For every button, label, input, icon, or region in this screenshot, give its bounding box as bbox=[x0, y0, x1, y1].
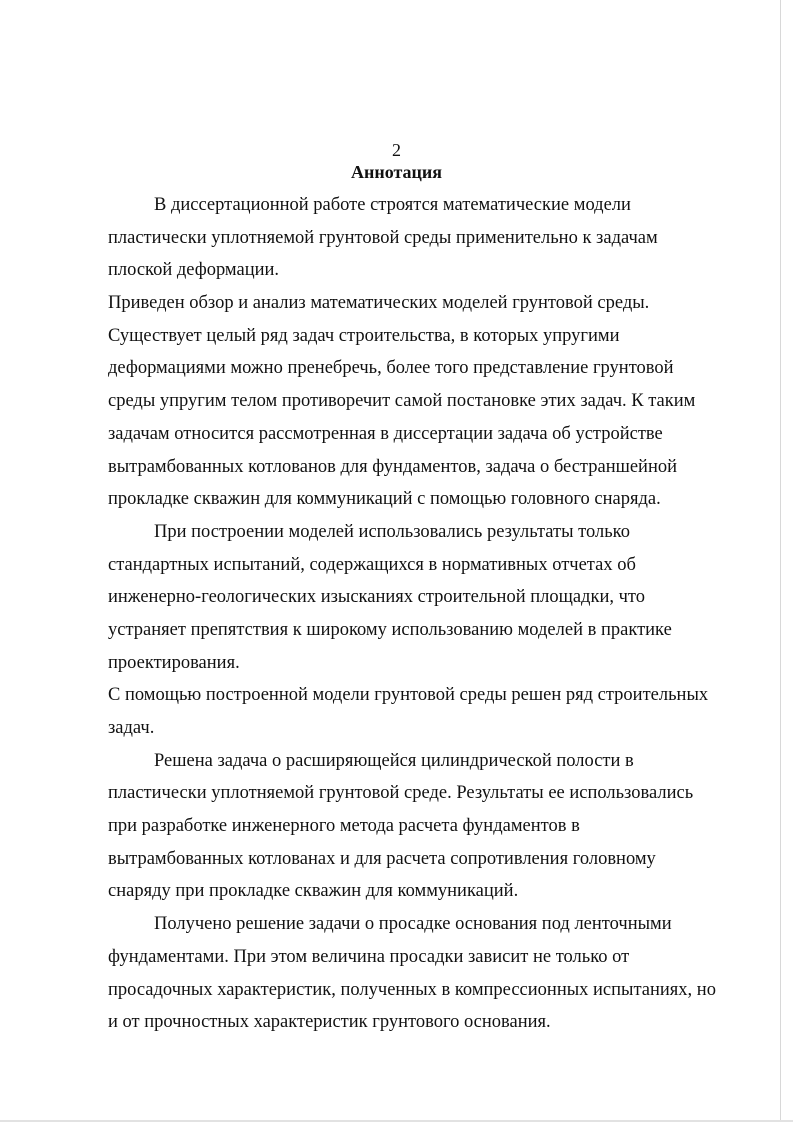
page-title: Аннотация bbox=[350, 162, 443, 182]
page-number: 2 bbox=[392, 140, 401, 160]
paragraph-line: проектирования. bbox=[108, 652, 240, 673]
paragraph bbox=[108, 679, 732, 744]
paragraph-line: задачам относится рассмотренная в диссертации задача об устройстве bbox=[108, 423, 663, 444]
paragraph bbox=[108, 516, 732, 679]
paragraph-line: и от прочностных характеристик грунтового основания. bbox=[108, 1012, 551, 1033]
paragraph-line: при разработке инженерного метода расчета фундаментов в bbox=[108, 816, 580, 837]
paragraph bbox=[108, 745, 732, 908]
paragraph-line: Получено решение задачи о просадке основания под ленточными bbox=[154, 914, 672, 935]
scan-edge-right bbox=[780, 0, 781, 1122]
paragraph-line: фундаментами. При этом величина просадки зависит не только от bbox=[108, 946, 630, 967]
paragraph-line: Приведен обзор и анализ математических моделей грунтовой среды. bbox=[108, 293, 650, 314]
paragraph-line: При построении моделей использовались результаты только bbox=[154, 521, 630, 542]
paragraph-line: вытрамбованных котлованах и для расчета сопротивления головному bbox=[108, 848, 656, 869]
paragraph-line: С помощью построенной модели грунтовой среды решен ряд строительных bbox=[108, 685, 709, 706]
paragraph-line: В диссертационной работе строятся математические модели bbox=[154, 195, 631, 215]
paragraph-line: пластически уплотняемой грунтовой среде. Результаты ее использовались bbox=[108, 783, 694, 804]
paragraph-line: вытрамбованных котлованов для фундаментов, задача о бестраншейной bbox=[108, 456, 678, 477]
paragraph bbox=[108, 189, 732, 287]
paragraph-line: инженерно-геологических изысканиях строительной площадки, что bbox=[108, 587, 646, 608]
paragraph-line: стандартных испытаний, содержащихся в нормативных отчетах об bbox=[108, 554, 636, 575]
paragraph-line: Решена задача о расширяющейся цилиндрической полости в bbox=[154, 750, 634, 771]
paragraph-line: устраняет препятствия к широкому использованию моделей в практике bbox=[108, 619, 672, 640]
paragraph-line: деформациями можно пренебречь, более того представление грунтовой bbox=[108, 358, 674, 379]
abstract-body bbox=[108, 189, 732, 1039]
paragraph-line: прокладке скважин для коммуникаций с помощью головного снаряда. bbox=[108, 489, 661, 510]
paragraph-line: просадочных характеристик, полученных в компрессионных испытаниях, но bbox=[108, 979, 716, 1000]
paragraph-line: плоской деформации. bbox=[108, 260, 280, 281]
paragraph bbox=[108, 287, 732, 516]
paragraph-line: пластически уплотняемой грунтовой среды применительно к задачам bbox=[108, 227, 658, 248]
paragraph-line: задач. bbox=[108, 718, 155, 738]
paragraph bbox=[108, 908, 732, 1039]
paragraph-line: снаряду при прокладке скважин для коммуникаций. bbox=[108, 881, 519, 902]
paragraph-line: Существует целый ряд задач строительства, в которых упругими bbox=[108, 325, 620, 346]
paragraph-line: среды упругим телом противоречит самой постановке этих задач. К таким bbox=[108, 391, 696, 412]
